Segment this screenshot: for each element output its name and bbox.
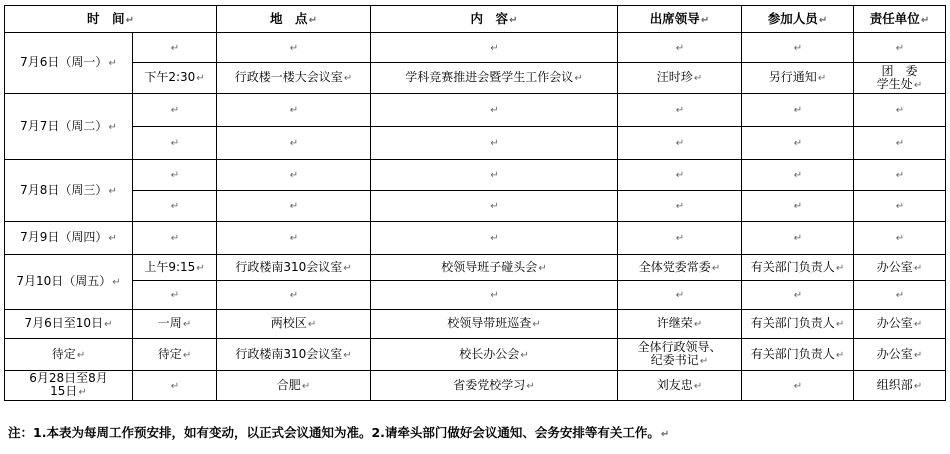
table-row — [5, 339, 946, 371]
unit-text: 办公室 — [876, 346, 913, 361]
place-cell — [217, 160, 371, 191]
paragraph-mark-icon: ↵ — [660, 429, 670, 440]
time-cell — [133, 255, 217, 281]
content-text: 校领导班子碰头会 — [441, 259, 538, 274]
leader-cell — [618, 310, 742, 339]
place-cell — [217, 94, 371, 127]
place-cell — [217, 191, 371, 222]
date-text: 7月10日（周五） — [16, 274, 112, 288]
participants-text: 有关部门负责人 — [750, 259, 835, 274]
content-text: 学科竞赛推进会暨学生工作会议 — [405, 70, 574, 84]
paragraph-mark-icon: ↵ — [301, 380, 311, 392]
place-cell — [217, 127, 371, 160]
table-row — [5, 127, 946, 160]
leader-text: 许继荣 — [656, 316, 693, 330]
content-cell — [371, 371, 618, 401]
place-cell — [217, 310, 371, 339]
unit-cell — [854, 191, 946, 222]
paragraph-mark-icon: ↵ — [104, 319, 113, 330]
unit-cell — [854, 127, 946, 160]
header-content: 内 容↵ — [371, 6, 618, 33]
paragraph-mark-icon: ↵ — [693, 73, 703, 84]
date-text: 7月6日（周一） — [20, 55, 108, 69]
paragraph-mark-icon: ↵ — [108, 58, 117, 69]
unit-cell — [854, 371, 946, 401]
leader-cell — [618, 255, 742, 281]
table-row — [5, 94, 946, 127]
time-cell — [133, 127, 217, 160]
schedule-table — [4, 5, 946, 401]
paragraph-mark-icon: ↵ — [108, 121, 117, 133]
paragraph-mark-icon: ↵ — [835, 262, 845, 274]
time-cell — [133, 94, 217, 127]
paragraph-mark-icon: ↵ — [913, 319, 923, 330]
content-text: 校领导带班巡查 — [447, 316, 532, 330]
place-cell — [217, 63, 371, 94]
participants-cell — [742, 222, 854, 255]
participants-cell — [742, 310, 854, 339]
paragraph-mark-icon: ↵ — [913, 79, 923, 91]
participants-cell — [742, 63, 854, 94]
time-cell — [133, 63, 217, 94]
paragraph-mark-icon: ↵ — [895, 290, 905, 301]
paragraph-mark-icon: ↵ — [307, 319, 317, 330]
unit-cell — [854, 63, 946, 94]
paragraph-mark-icon: ↵ — [490, 138, 499, 149]
header-time: 时 间↵ — [5, 6, 217, 33]
date-cell — [5, 94, 133, 160]
paragraph-mark-icon: ↵ — [699, 356, 709, 367]
paragraph-mark-icon: ↵ — [817, 73, 827, 84]
paragraph-mark-icon: ↵ — [289, 233, 299, 244]
paragraph-mark-icon: ↵ — [490, 42, 499, 54]
table-row — [5, 310, 946, 339]
paragraph-mark-icon: ↵ — [895, 201, 905, 212]
time-text: 下午2:30 — [144, 70, 196, 84]
unit-cell — [854, 281, 946, 310]
time-text: 待定 — [157, 346, 182, 361]
table-row — [5, 63, 946, 94]
content-cell — [371, 339, 618, 371]
paragraph-mark-icon: ↵ — [170, 380, 180, 392]
date-text: 7月8日（周三） — [20, 182, 108, 197]
content-text: 校长办公会 — [459, 346, 520, 361]
paragraph-mark-icon: ↵ — [675, 233, 685, 244]
paragraph-mark-icon: ↵ — [196, 262, 205, 274]
paragraph-mark-icon: ↵ — [895, 138, 905, 149]
leader-cell — [618, 94, 742, 127]
place-text: 行政楼南310会议室 — [235, 346, 343, 361]
date-cell — [5, 255, 133, 310]
table-row — [5, 371, 946, 401]
paragraph-mark-icon: ↵ — [538, 262, 547, 274]
unit-cell — [854, 33, 946, 63]
table-row — [5, 255, 946, 281]
content-cell — [371, 281, 618, 310]
leader-cell — [618, 222, 742, 255]
paragraph-mark-icon: ↵ — [196, 73, 205, 84]
participants-cell — [742, 339, 854, 371]
paragraph-mark-icon: ↵ — [793, 138, 803, 149]
paragraph-mark-icon: ↵ — [78, 387, 87, 398]
leader-cell — [618, 371, 742, 401]
unit-text: 办公室 — [876, 259, 913, 274]
unit-cell — [854, 310, 946, 339]
content-cell — [371, 127, 618, 160]
unit-cell — [854, 94, 946, 127]
participants-cell — [742, 191, 854, 222]
paragraph-mark-icon: ↵ — [343, 262, 352, 274]
paragraph-mark-icon: ↵ — [675, 105, 685, 116]
leader-text: 汪时珍 — [656, 70, 693, 84]
date-cell — [5, 33, 133, 94]
paragraph-mark-icon: ↵ — [289, 105, 299, 116]
paragraph-mark-icon: ↵ — [289, 138, 299, 149]
paragraph-mark-icon: ↵ — [793, 233, 803, 244]
paragraph-mark-icon: ↵ — [170, 290, 180, 301]
paragraph-mark-icon: ↵ — [920, 14, 930, 26]
paragraph-mark-icon: ↵ — [170, 233, 180, 244]
unit-cell — [854, 255, 946, 281]
participants-cell — [742, 255, 854, 281]
unit-cell — [854, 222, 946, 255]
time-cell — [133, 191, 217, 222]
paragraph-mark-icon: ↵ — [793, 170, 803, 181]
participants-cell — [742, 127, 854, 160]
date-cell — [5, 310, 133, 339]
footnote: 注：1.本表为每周工作预安排，如有变动，以正式会议通知为准。2.请牵头部门做好会议通知、会务安排等有关工作。↵ — [8, 425, 670, 440]
leader-cell — [618, 339, 742, 371]
paragraph-mark-icon: ↵ — [793, 105, 803, 116]
leader-cell — [618, 281, 742, 310]
date-cell — [5, 160, 133, 222]
leader-text: 全体行政领导、 纪委书记 — [637, 340, 722, 367]
paragraph-mark-icon: ↵ — [170, 42, 180, 54]
participants-cell — [742, 371, 854, 401]
paragraph-mark-icon: ↵ — [835, 319, 845, 330]
participants-cell — [742, 33, 854, 63]
paragraph-mark-icon: ↵ — [895, 233, 905, 244]
date-cell — [5, 371, 133, 401]
paragraph-mark-icon: ↵ — [308, 14, 317, 26]
paragraph-mark-icon: ↵ — [289, 170, 299, 181]
participants-cell — [742, 281, 854, 310]
paragraph-mark-icon: ↵ — [170, 105, 180, 116]
participants-text: 有关部门负责人 — [750, 316, 835, 330]
time-cell — [133, 339, 217, 371]
paragraph-mark-icon: ↵ — [289, 290, 299, 301]
paragraph-mark-icon: ↵ — [675, 42, 685, 54]
table-row — [5, 160, 946, 191]
paragraph-mark-icon: ↵ — [509, 14, 518, 26]
paragraph-mark-icon: ↵ — [895, 170, 905, 181]
time-cell — [133, 371, 217, 401]
time-text: 上午9:15 — [144, 259, 196, 274]
place-cell — [217, 255, 371, 281]
unit-text: 组织部 — [876, 377, 913, 392]
leader-cell — [618, 33, 742, 63]
paragraph-mark-icon: ↵ — [125, 14, 134, 26]
paragraph-mark-icon: ↵ — [520, 349, 529, 361]
paragraph-mark-icon: ↵ — [913, 262, 923, 274]
content-cell — [371, 255, 618, 281]
paragraph-mark-icon: ↵ — [170, 138, 180, 149]
paragraph-mark-icon: ↵ — [526, 380, 535, 392]
table-row — [5, 191, 946, 222]
time-cell — [133, 281, 217, 310]
content-cell — [371, 63, 618, 94]
paragraph-mark-icon: ↵ — [108, 233, 117, 244]
paragraph-mark-icon: ↵ — [675, 201, 685, 212]
date-text: 7月9日（周四） — [20, 230, 108, 244]
unit-cell — [854, 160, 946, 191]
leader-text: 刘友忠 — [656, 377, 693, 392]
paragraph-mark-icon: ↵ — [182, 319, 192, 330]
paragraph-mark-icon: ↵ — [490, 290, 499, 301]
time-cell — [133, 310, 217, 339]
header-place: 地 点↵ — [217, 6, 371, 33]
paragraph-mark-icon: ↵ — [490, 233, 499, 244]
paragraph-mark-icon: ↵ — [112, 277, 121, 288]
paragraph-mark-icon: ↵ — [289, 42, 299, 54]
time-text: 一周 — [157, 316, 182, 330]
unit-cell — [854, 339, 946, 371]
paragraph-mark-icon: ↵ — [793, 42, 803, 54]
time-cell — [133, 222, 217, 255]
time-cell — [133, 33, 217, 63]
paragraph-mark-icon: ↵ — [913, 349, 923, 361]
paragraph-mark-icon: ↵ — [793, 380, 803, 392]
date-cell — [5, 222, 133, 255]
paragraph-mark-icon: ↵ — [895, 42, 905, 54]
place-text: 合肥 — [276, 377, 301, 392]
place-cell — [217, 371, 371, 401]
unit-text: 办公室 — [876, 316, 913, 330]
paragraph-mark-icon: ↵ — [490, 170, 499, 181]
paragraph-mark-icon: ↵ — [711, 262, 721, 274]
place-text: 行政楼一楼大会议室 — [234, 70, 343, 84]
participants-text: 有关部门负责人 — [750, 346, 835, 361]
paragraph-mark-icon: ↵ — [490, 201, 499, 212]
header-unit: 责任单位↵ — [854, 6, 946, 33]
paragraph-mark-icon: ↵ — [170, 201, 180, 212]
paragraph-mark-icon: ↵ — [700, 14, 710, 26]
leader-cell — [618, 191, 742, 222]
paragraph-mark-icon: ↵ — [182, 349, 192, 361]
unit-text: 团 委 学生处 — [876, 63, 918, 91]
table-row — [5, 33, 946, 63]
paragraph-mark-icon: ↵ — [675, 170, 685, 181]
content-cell — [371, 33, 618, 63]
place-text: 行政楼南310会议室 — [235, 259, 343, 274]
paragraph-mark-icon: ↵ — [574, 73, 583, 84]
leader-cell — [618, 160, 742, 191]
date-text: 6月28日至8月 15日 — [29, 371, 108, 398]
paragraph-mark-icon: ↵ — [76, 349, 86, 361]
place-cell — [217, 281, 371, 310]
paragraph-mark-icon: ↵ — [818, 14, 828, 26]
leader-cell — [618, 63, 742, 94]
content-text: 省委党校学习 — [453, 377, 526, 392]
paragraph-mark-icon: ↵ — [913, 380, 923, 392]
content-cell — [371, 310, 618, 339]
leader-cell — [618, 127, 742, 160]
table-row — [5, 281, 946, 310]
date-text: 待定 — [51, 346, 76, 361]
time-cell — [133, 160, 217, 191]
leader-text: 全体党委常委 — [638, 259, 711, 274]
paragraph-mark-icon: ↵ — [793, 201, 803, 212]
paragraph-mark-icon: ↵ — [343, 349, 352, 361]
table-row — [5, 222, 946, 255]
paragraph-mark-icon: ↵ — [835, 349, 845, 361]
paragraph-mark-icon: ↵ — [793, 290, 803, 301]
content-cell — [371, 191, 618, 222]
place-text: 两校区 — [270, 316, 307, 330]
paragraph-mark-icon: ↵ — [490, 105, 499, 116]
paragraph-mark-icon: ↵ — [693, 380, 703, 392]
content-cell — [371, 222, 618, 255]
paragraph-mark-icon: ↵ — [895, 105, 905, 116]
place-cell — [217, 339, 371, 371]
participants-text: 另行通知 — [768, 70, 817, 84]
schedule-body — [5, 33, 946, 401]
paragraph-mark-icon: ↵ — [675, 138, 685, 149]
paragraph-mark-icon: ↵ — [693, 319, 703, 330]
paragraph-mark-icon: ↵ — [532, 319, 541, 330]
paragraph-mark-icon: ↵ — [675, 290, 685, 301]
date-text: 7月6日至10日 — [24, 316, 104, 330]
place-cell — [217, 33, 371, 63]
participants-cell — [742, 160, 854, 191]
header-leader: 出席领导↵ — [618, 6, 742, 33]
date-text: 7月7日（周二） — [20, 118, 108, 133]
participants-cell — [742, 94, 854, 127]
content-cell — [371, 160, 618, 191]
paragraph-mark-icon: ↵ — [108, 185, 117, 197]
header-row — [5, 6, 946, 33]
paragraph-mark-icon: ↵ — [170, 170, 180, 181]
content-cell — [371, 94, 618, 127]
date-cell — [5, 339, 133, 371]
paragraph-mark-icon: ↵ — [343, 73, 353, 84]
place-cell — [217, 222, 371, 255]
paragraph-mark-icon: ↵ — [289, 201, 299, 212]
header-participants: 参加人员↵ — [742, 6, 854, 33]
